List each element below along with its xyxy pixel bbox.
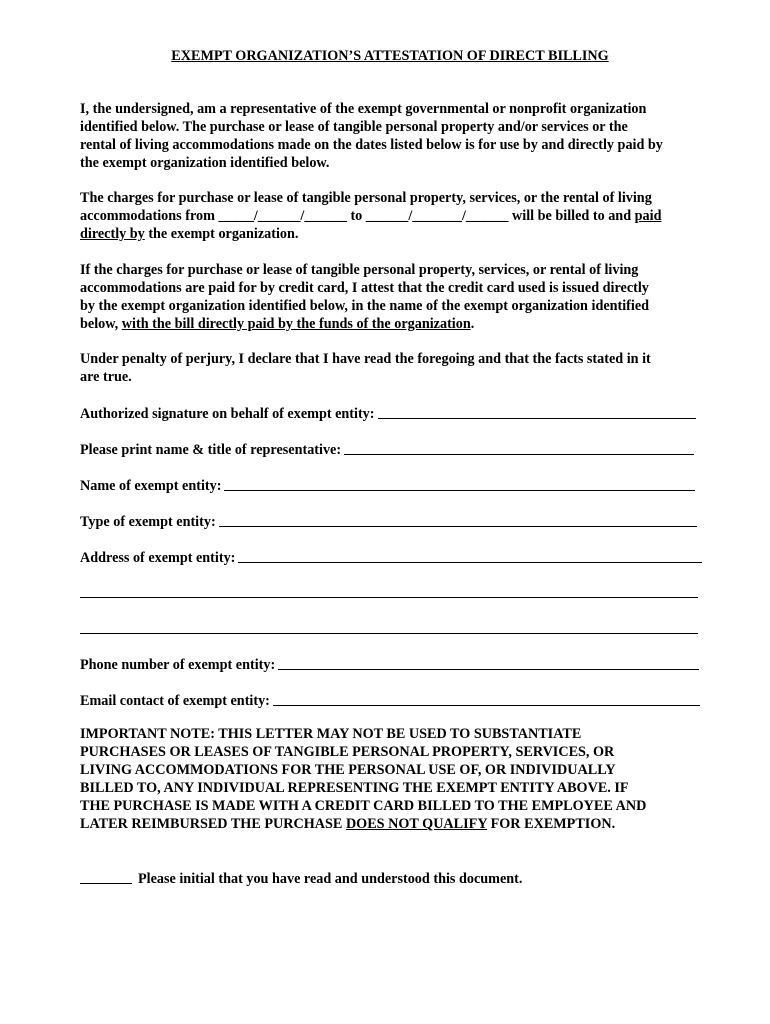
- statement-line: The charges for purchase or lease of tangible personal property, services, or the rental of living: [80, 190, 652, 206]
- statement-line: identified below. The purchase or lease of tangible personal property and/or services or the: [80, 119, 628, 135]
- statement-text: below,: [80, 316, 122, 332]
- note-text: LATER REIMBURSED THE PURCHASE: [80, 816, 346, 832]
- entity-name-line[interactable]: [224, 489, 695, 491]
- statement-text: .: [470, 316, 475, 332]
- emphasis-text: paid: [634, 208, 662, 224]
- billing-dates-statement: [80, 189, 705, 243]
- statement-text: the exempt organization.: [144, 226, 299, 242]
- statement-line: accommodations are paid for by credit card, I attest that the credit card used is issued directly: [80, 280, 649, 296]
- statement-line: I, the undersigned, am a representative of the exempt governmental or nonprofit organization: [80, 101, 647, 117]
- important-note: [80, 725, 720, 833]
- print-name-field[interactable]: [80, 439, 694, 459]
- phone-line[interactable]: [278, 668, 699, 670]
- note-line: THE PURCHASE IS MADE WITH A CREDIT CARD BILLED TO THE EMPLOYEE AND: [80, 798, 647, 814]
- address-line-3[interactable]: [80, 633, 698, 634]
- address-line[interactable]: [238, 561, 702, 563]
- perjury-statement: [80, 350, 705, 386]
- statement-line: rental of living accommodations made on the dates listed below is for use by and directly paid by: [80, 137, 663, 153]
- field-label: Type of exempt entity:: [80, 514, 216, 530]
- signature-line[interactable]: [378, 417, 696, 419]
- statement-line: are true.: [80, 369, 132, 385]
- email-line[interactable]: [273, 704, 700, 706]
- emphasis-text: directly by: [80, 226, 145, 242]
- field-label: Address of exempt entity:: [80, 550, 236, 566]
- signature-field[interactable]: [80, 403, 696, 423]
- note-line: IMPORTANT NOTE: THIS LETTER MAY NOT BE USED TO SUBSTANTIATE: [80, 726, 582, 742]
- field-label: Please print name & title of representative:: [80, 442, 342, 458]
- representative-statement: [80, 100, 705, 172]
- field-label: Phone number of exempt entity:: [80, 657, 276, 673]
- note-line: PURCHASES OR LEASES OF TANGIBLE PERSONAL PROPERTY, SERVICES, OR: [80, 744, 615, 760]
- statement-line: [80, 207, 705, 225]
- field-label: Name of exempt entity:: [80, 478, 222, 494]
- entity-name-field[interactable]: [80, 475, 695, 495]
- initial-line[interactable]: [80, 882, 132, 884]
- note-text: FOR EXEMPTION.: [487, 816, 616, 832]
- emphasis-text: DOES NOT QUALIFY: [345, 816, 488, 832]
- statement-line: If the charges for purchase or lease of tangible personal property, services, or rental of living: [80, 262, 639, 278]
- initial-field[interactable]: [80, 870, 522, 888]
- print-name-line[interactable]: [344, 453, 694, 455]
- note-line: BILLED TO, ANY INDIVIDUAL REPRESENTING THE EXEMPT ENTITY ABOVE. IF: [80, 780, 629, 796]
- document-title: EXEMPT ORGANIZATION’S ATTESTATION OF DIRECT BILLING: [171, 48, 609, 64]
- statement-line: by the exempt organization identified below, in the name of the exempt organization identified: [80, 298, 650, 314]
- initial-instruction: Please initial that you have read and understood this document.: [138, 871, 523, 887]
- address-field[interactable]: [80, 547, 702, 567]
- email-field[interactable]: [80, 690, 700, 710]
- statement-line: Under penalty of perjury, I declare that I have read the foregoing and that the facts stated in it: [80, 351, 651, 367]
- entity-type-field[interactable]: [80, 511, 697, 531]
- credit-card-statement: [80, 261, 705, 333]
- emphasis-text: with the bill directly paid by the funds of the organization: [121, 316, 471, 332]
- note-line: LIVING ACCOMMODATIONS FOR THE PERSONAL USE OF, OR INDIVIDUALLY: [80, 762, 616, 778]
- statement-line: the exempt organization identified below.: [80, 155, 330, 171]
- billing-dates-text: accommodations from _____/______/______ to ______/_______/______ will be billed to and: [80, 208, 635, 224]
- address-line-2[interactable]: [80, 597, 698, 598]
- field-label: Email contact of exempt entity:: [80, 693, 270, 709]
- phone-field[interactable]: [80, 654, 699, 674]
- statement-line: [80, 315, 705, 333]
- entity-type-line[interactable]: [219, 525, 697, 527]
- field-label: Authorized signature on behalf of exempt entity:: [80, 406, 375, 422]
- statement-line: [80, 225, 705, 243]
- note-line: [80, 815, 720, 833]
